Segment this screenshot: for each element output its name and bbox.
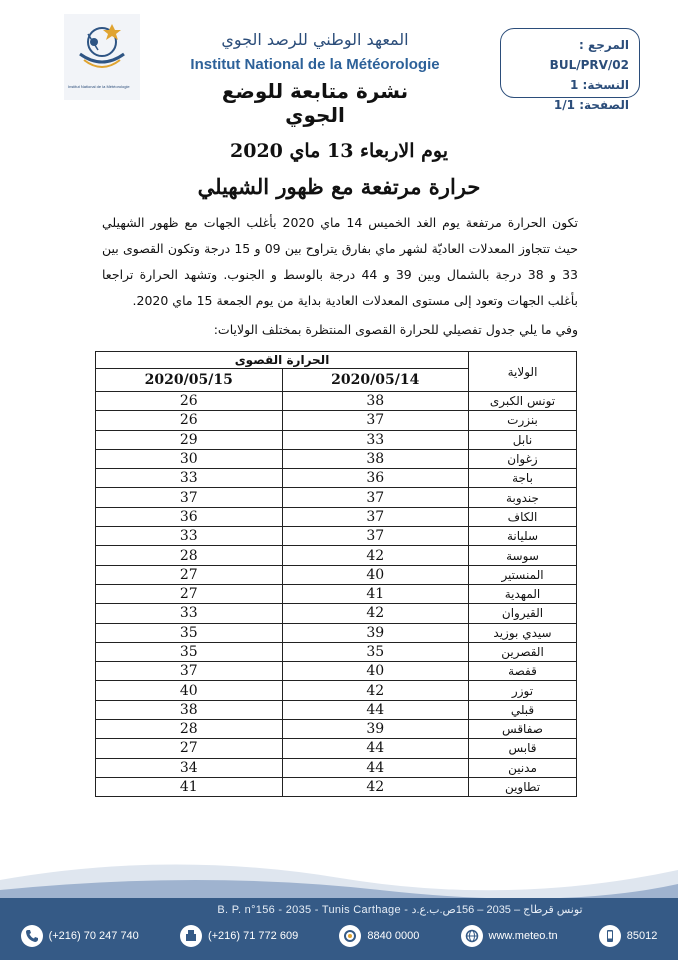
page-label: الصفحة:	[579, 98, 629, 112]
reference-value: BUL/PRV/02	[549, 58, 629, 72]
date1-temperature-cell: 42	[282, 546, 468, 565]
reference-box	[500, 28, 640, 112]
region-cell: المهدية	[469, 584, 577, 603]
region-cell: سليانة	[469, 527, 577, 546]
table-header-row	[96, 352, 577, 369]
institute-name-french: Institut National de la Météorologie	[190, 56, 440, 73]
date2-temperature-cell: 29	[96, 430, 283, 449]
table-intro: وفي ما يلي جدول تفصيلي للحرارة القصوى المنتظرة بمختلف الولايات:	[213, 322, 578, 337]
max-temperature-table	[95, 351, 577, 797]
table-row	[96, 739, 577, 758]
date1-temperature-cell: 41	[282, 584, 468, 603]
table-row	[96, 642, 577, 661]
fax-icon	[180, 925, 202, 947]
date2-temperature-cell: 33	[96, 604, 283, 623]
copy-value: 1	[570, 78, 579, 92]
date1-temperature-cell: 38	[282, 392, 468, 411]
region-cell: مدنين	[469, 758, 577, 777]
date1-temperature-cell: 40	[282, 565, 468, 584]
date1-temperature-cell: 42	[282, 777, 468, 796]
date1-temperature-cell: 44	[282, 739, 468, 758]
table-row	[96, 527, 577, 546]
table-row	[96, 449, 577, 468]
table-row	[96, 758, 577, 777]
region-cell: قابس	[469, 739, 577, 758]
table-row	[96, 488, 577, 507]
region-cell: نابل	[469, 430, 577, 449]
reference-label: المرجع :	[579, 38, 629, 52]
table-body	[96, 392, 577, 797]
region-cell: زغوان	[469, 449, 577, 468]
date1-temperature-cell: 39	[282, 720, 468, 739]
table-row	[96, 411, 577, 430]
date2-temperature-cell: 27	[96, 739, 283, 758]
phone-icon	[21, 925, 43, 947]
table-row	[96, 777, 577, 796]
date2-temperature-cell: 33	[96, 469, 283, 488]
contact-sms-text: 85012	[626, 930, 658, 942]
region-cell: قبلي	[469, 700, 577, 719]
mobile-icon	[599, 925, 621, 947]
contact-phone[interactable]	[21, 925, 139, 947]
date1-temperature-cell: 36	[282, 469, 468, 488]
date1-temperature-cell: 42	[282, 681, 468, 700]
region-cell: قفصة	[469, 662, 577, 681]
date1-temperature-cell: 33	[282, 430, 468, 449]
table-row	[96, 507, 577, 526]
date1-temperature-cell: 42	[282, 604, 468, 623]
contact-call-center[interactable]	[339, 925, 419, 947]
date1-temperature-cell: 38	[282, 449, 468, 468]
date1-temperature-cell: 37	[282, 527, 468, 546]
date2-temperature-cell: 27	[96, 565, 283, 584]
table-row	[96, 662, 577, 681]
contact-sms[interactable]	[599, 925, 658, 947]
table-row	[96, 604, 577, 623]
region-cell: سوسة	[469, 546, 577, 565]
date2-temperature-cell: 37	[96, 662, 283, 681]
forecast-paragraph: تكون الحرارة مرتفعة يوم الغد الخميس 14 ماي 2020 بأغلب الجهات مع ظهور الشهيلي حيث تتجاوز المعدلات العاديّة لشهر ماي بفارق يتراوح بين 09 و 15 درجة وتكون القصوى بين 33 و 38 درجة بالشمال وبين 39 و 44 درجة بالوسط و الجنوب. وتشهد الحرارة تراجعا بأغلب الجهات وتعود إلى مستوى المعدلات العادية بداية من يوم الجمعة 15 ماي 2020.	[102, 215, 579, 308]
date2-temperature-cell: 34	[96, 758, 283, 777]
page-value: 1/1	[553, 98, 575, 112]
date1-temperature-cell: 37	[282, 411, 468, 430]
table-row	[96, 565, 577, 584]
date2-temperature-cell: 41	[96, 777, 283, 796]
bulletin-title: نشرة متابعة للوضع الجوي	[221, 79, 409, 127]
date2-temperature-cell: 35	[96, 642, 283, 661]
table-row	[96, 584, 577, 603]
region-cell: المنستير	[469, 565, 577, 584]
call-center-icon	[339, 925, 361, 947]
date1-temperature-cell: 40	[282, 662, 468, 681]
region-cell: القيروان	[469, 604, 577, 623]
date2-temperature-cell: 26	[96, 392, 283, 411]
date2-temperature-cell: 30	[96, 449, 283, 468]
contact-fax[interactable]	[180, 925, 298, 947]
table-row	[96, 430, 577, 449]
date1-temperature-cell: 39	[282, 623, 468, 642]
table-row	[96, 623, 577, 642]
region-cell: القصرين	[469, 642, 577, 661]
date1-temperature-cell: 35	[282, 642, 468, 661]
footer-contacts	[0, 921, 678, 951]
contact-website-text: www.meteo.tn	[488, 930, 558, 942]
date1-temperature-cell: 44	[282, 758, 468, 777]
date2-temperature-cell: 28	[96, 546, 283, 565]
table-row	[96, 392, 577, 411]
region-cell: جندوبة	[469, 488, 577, 507]
date2-temperature-cell: 38	[96, 700, 283, 719]
date2-temperature-cell: 40	[96, 681, 283, 700]
page-row	[511, 95, 629, 115]
region-cell: توزر	[469, 681, 577, 700]
copy-row	[511, 75, 629, 95]
region-cell: بنزرت	[469, 411, 577, 430]
headline: حرارة مرتفعة مع ظهور الشهيلي	[197, 174, 481, 199]
logo-emblem	[64, 14, 140, 84]
bulletin-date: يوم الاربعاء 13 ماي 2020	[230, 140, 448, 162]
copy-label: النسخة:	[582, 78, 629, 92]
date2-temperature-cell: 33	[96, 527, 283, 546]
region-cell: تونس الكبرى	[469, 392, 577, 411]
table-row	[96, 720, 577, 739]
date2-temperature-cell: 26	[96, 411, 283, 430]
table-row	[96, 700, 577, 719]
date2-temperature-cell: 28	[96, 720, 283, 739]
table-row	[96, 546, 577, 565]
contact-website[interactable]	[461, 925, 558, 947]
table-row	[96, 469, 577, 488]
max-temperature-group-header: الحرارة القصوى	[96, 352, 469, 369]
date1-temperature-cell: 37	[282, 488, 468, 507]
date2-temperature-cell: 27	[96, 584, 283, 603]
region-column-header: الولاية	[469, 352, 577, 392]
globe-icon	[461, 925, 483, 947]
region-cell: سيدي بوزيد	[469, 623, 577, 642]
region-cell: تطاوين	[469, 777, 577, 796]
logo-caption: Institut National de la Météorologie	[68, 84, 130, 89]
date1-column-header: 2020/05/14	[282, 369, 468, 392]
date1-temperature-cell: 37	[282, 507, 468, 526]
region-cell: الكاف	[469, 507, 577, 526]
date1-temperature-cell: 44	[282, 700, 468, 719]
date2-column-header: 2020/05/15	[96, 369, 283, 392]
footer-address: B. P. n°156 - 2035 - Tunis Carthage - تونس قرطاج – 2035 – 156ص.ب.ع.د	[217, 904, 583, 916]
date2-temperature-cell: 35	[96, 623, 283, 642]
contact-call-center-text: 8840 0000	[367, 930, 420, 942]
table-row	[96, 681, 577, 700]
contact-phone-text: (+216) 70 247 740	[48, 930, 139, 942]
date2-temperature-cell: 37	[96, 488, 283, 507]
contact-fax-text: (+216) 71 772 609	[207, 930, 299, 942]
institute-name-arabic: المعهد الوطني للرصد الجوي	[221, 30, 409, 49]
reference-row	[511, 35, 629, 75]
region-cell: صفاقس	[469, 720, 577, 739]
date2-temperature-cell: 36	[96, 507, 283, 526]
region-cell: باجة	[469, 469, 577, 488]
